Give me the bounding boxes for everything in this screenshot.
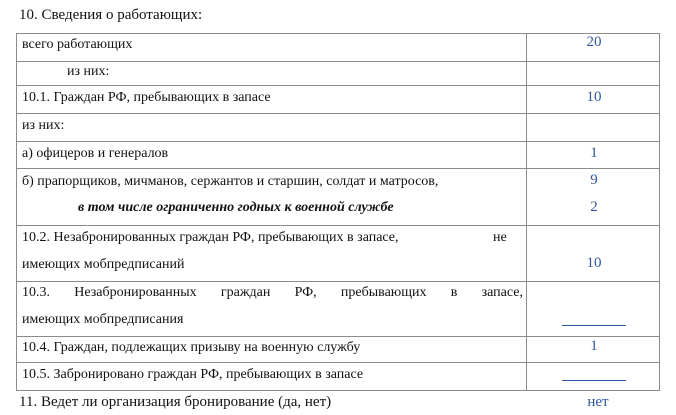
word: РФ, [294, 285, 317, 300]
row-divider [16, 168, 659, 169]
row-value-unreserved: 10 [586, 255, 602, 271]
table-border-top [16, 33, 659, 34]
row-label-total: всего работающих [22, 37, 133, 52]
word: 10.3. [22, 285, 50, 300]
row-value-limited: 2 [590, 199, 598, 215]
section-11-value: нет [587, 394, 609, 410]
row-label-of-them: из них: [67, 64, 110, 79]
row-divider [16, 281, 659, 282]
row-label-unreserved-line2: имеющих мобпредписаний [22, 257, 185, 272]
row-value-conscription: 1 [590, 338, 598, 354]
row-divider [16, 362, 659, 363]
row-divider [16, 85, 659, 86]
table-border-left [16, 33, 17, 391]
row-label-ensigns: б) прапорщиков, мичманов, сержантов и старшин, солдат и матросов, [22, 174, 439, 189]
section-10-heading: 10. Сведения о работающих: [19, 7, 203, 23]
table-border-right [659, 33, 660, 391]
row-label-officers: а) офицеров и генералов [22, 146, 169, 161]
row-value-ensigns: 9 [590, 172, 598, 188]
row-divider [16, 225, 659, 226]
blank-value-line [562, 380, 626, 381]
word: запасе, [481, 285, 523, 300]
word: Незабронированных [74, 285, 197, 300]
row-label-conscription: 10.4. Граждан, подлежащих призыву на военную службу [22, 340, 361, 355]
row-label-limited: в том числе ограниченно годных к военной службе [78, 200, 394, 215]
column-divider [526, 33, 527, 391]
row-divider [16, 141, 659, 142]
row-label-reserved: 10.5. Забронировано граждан РФ, пребывающих в запасе [22, 367, 364, 382]
row-divider [16, 61, 659, 62]
row-label-of-them-2: из них: [22, 118, 65, 133]
row-value-reserve: 10 [586, 89, 602, 105]
blank-value-line [562, 325, 626, 326]
word: в [450, 285, 458, 300]
word: граждан [220, 285, 271, 300]
row-value-total: 20 [586, 34, 602, 50]
row-divider [16, 336, 659, 337]
table-border-bottom [16, 390, 659, 391]
row-label-unreserved-line1: 10.2. Незабронированных граждан РФ, пребывающих в запасе, [22, 230, 399, 245]
row-label-unreserved-word: не [493, 230, 507, 245]
row-value-officers: 1 [590, 145, 598, 161]
section-11-label: 11. Ведет ли организация бронирование (да, нет) [19, 394, 332, 410]
row-label-reserve: 10.1. Граждан РФ, пребывающих в запасе [22, 90, 271, 105]
row-divider [16, 113, 659, 114]
row-label-unreserved-orders-line2: имеющих мобпредписания [22, 312, 184, 327]
word: пребывающих [340, 285, 427, 300]
row-label-unreserved-orders-line1 [22, 285, 523, 301]
